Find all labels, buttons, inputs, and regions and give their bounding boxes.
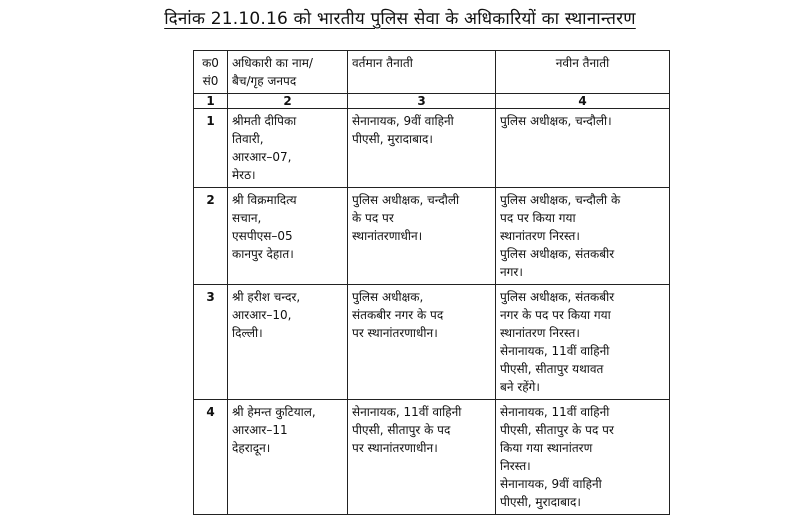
current-posting-cell — [348, 188, 496, 285]
current-line: सेनानायक, 11वीं वाहिनी — [352, 405, 462, 419]
current-line: पुलिस अधीक्षक, — [352, 290, 424, 304]
index-cell: 3 — [348, 94, 496, 109]
current-line: सेनानायक, 9वीं वाहिनी — [352, 114, 454, 128]
header-officer-line: अधिकारी का नाम/ — [232, 56, 313, 70]
new-line: सेनानायक, 9वीं वाहिनी — [500, 477, 602, 491]
officer-line: एसपीएस–05 — [232, 229, 293, 243]
row-serial: 3 — [194, 285, 228, 400]
current-line: पुलिस अधीक्षक, चन्दौली — [352, 193, 460, 207]
header-officer — [228, 51, 348, 94]
new-line: नगर के पद पर किया गया — [500, 308, 611, 322]
current-posting-cell — [348, 400, 496, 515]
officer-line: आरआर–11 — [232, 423, 288, 437]
header-sn-line: क0 — [202, 56, 219, 70]
new-line: पीएसी, सीतापुर के पद पर — [500, 423, 614, 437]
header-sn-line: सं0 — [202, 74, 219, 88]
officer-line: देहरादून। — [232, 441, 271, 455]
officer-line: मेरठ। — [232, 168, 256, 182]
new-posting-cell — [496, 188, 670, 285]
officer-cell — [228, 109, 348, 188]
header-current-posting — [348, 51, 496, 94]
new-line: निरस्त। — [500, 459, 531, 473]
table-row — [194, 188, 670, 285]
new-line: पीएसी, मुरादाबाद। — [500, 495, 581, 509]
officer-line: सचान, — [232, 211, 262, 225]
officer-line: श्री हेमन्त कुटियाल, — [232, 405, 316, 419]
new-line: पद पर किया गया — [500, 211, 576, 225]
new-line: किया गया स्थानांतरण — [500, 441, 593, 455]
officer-cell — [228, 188, 348, 285]
officer-line: श्रीमती दीपिका — [232, 114, 297, 128]
officer-line: श्री विक्रमादित्य — [232, 193, 297, 207]
new-line: पीएसी, सीतापुर यथावत — [500, 362, 604, 376]
officer-line: श्री हरीश चन्दर, — [232, 290, 301, 304]
transfer-table — [193, 50, 670, 515]
new-line: बने रहेंगे। — [500, 380, 540, 394]
table-row — [194, 400, 670, 515]
table-row — [194, 109, 670, 188]
new-line: पुलिस अधीक्षक, संतकबीर — [500, 247, 615, 261]
index-cell: 4 — [496, 94, 670, 109]
current-line: पीएसी, मुरादाबाद। — [352, 132, 433, 146]
new-line: नगर। — [500, 265, 523, 279]
header-officer-line: बैच/गृह जनपद — [232, 74, 297, 88]
new-posting-cell — [496, 285, 670, 400]
new-posting-cell — [496, 109, 670, 188]
officer-cell — [228, 285, 348, 400]
officer-cell — [228, 400, 348, 515]
header-new-posting — [496, 51, 670, 94]
current-posting-cell — [348, 285, 496, 400]
document-title-text: दिनांक 21.10.16 को भारतीय पुलिस सेवा के अधिकारियों का स्थानान्तरण — [164, 9, 636, 29]
row-serial: 2 — [194, 188, 228, 285]
new-line: सेनानायक, 11वीं वाहिनी — [500, 344, 610, 358]
current-line: स्थानांतरणाधीन। — [352, 229, 423, 243]
current-line: संतकबीर नगर के पद — [352, 308, 444, 322]
current-line: पीएसी, सीतापुर के पद — [352, 423, 451, 437]
current-line: के पद पर — [352, 211, 394, 225]
table-row — [194, 285, 670, 400]
officer-line: आरआर–10, — [232, 308, 292, 322]
header-row — [194, 51, 670, 94]
new-line: पुलिस अधीक्षक, चन्दौली के — [500, 193, 621, 207]
current-line: पर स्थानांतरणाधीन। — [352, 441, 438, 455]
header-sn — [194, 51, 228, 94]
officer-line: आरआर–07, — [232, 150, 292, 164]
new-line: पुलिस अधीक्षक, चन्दौली। — [500, 114, 612, 128]
row-serial: 1 — [194, 109, 228, 188]
current-posting-cell — [348, 109, 496, 188]
header-current-text: वर्तमान तैनाती — [352, 56, 413, 70]
row-serial: 4 — [194, 400, 228, 515]
new-line: पुलिस अधीक्षक, संतकबीर — [500, 290, 615, 304]
officer-line: कानपुर देहात। — [232, 247, 294, 261]
new-posting-cell — [496, 400, 670, 515]
new-line: स्थानांतरण निरस्त। — [500, 326, 580, 340]
officer-line: तिवारी, — [232, 132, 264, 146]
index-cell: 2 — [228, 94, 348, 109]
document-title — [0, 6, 800, 29]
index-row — [194, 94, 670, 109]
new-line: स्थानांतरण निरस्त। — [500, 229, 580, 243]
header-new-text: नवीन तैनाती — [555, 56, 610, 70]
index-cell: 1 — [194, 94, 228, 109]
current-line: पर स्थानांतरणाधीन। — [352, 326, 438, 340]
officer-line: दिल्ली। — [232, 326, 263, 340]
new-line: सेनानायक, 11वीं वाहिनी — [500, 405, 610, 419]
